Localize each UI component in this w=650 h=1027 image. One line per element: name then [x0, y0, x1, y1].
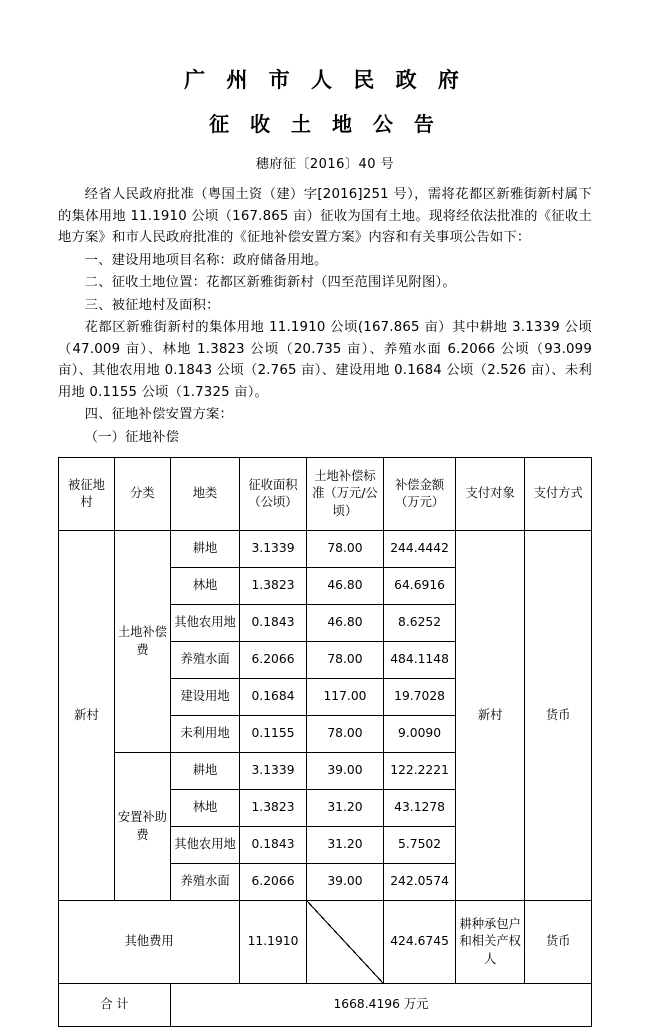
cell-area: 6.2066 — [240, 864, 307, 901]
cell-amount: 244.4442 — [384, 531, 456, 568]
cell-landtype: 耕地 — [170, 753, 239, 790]
paragraph-subitem-1: （一）征地补偿 — [84, 429, 180, 445]
cell-area: 0.1843 — [240, 605, 307, 642]
cell-total-value: 1668.4196 万元 — [170, 984, 591, 1027]
cell-pay-method: 货币 — [525, 531, 592, 901]
cell-standard: 46.80 — [306, 568, 383, 605]
cell-area: 3.1339 — [240, 531, 307, 568]
cell-landtype: 林地 — [170, 790, 239, 827]
paragraph-item-2: 二、征收土地位置：花都区新雅街新村（四至范围详见附图）。 — [84, 275, 456, 291]
cell-amount: 8.6252 — [384, 605, 456, 642]
cell-other-fee-pay-target: 耕种承包户和相关产权人 — [456, 901, 525, 984]
col-header-amount: 补偿金额（万元） — [384, 458, 456, 531]
cell-total-label: 合 计 — [59, 984, 171, 1027]
cell-other-fee-standard-empty — [306, 901, 383, 984]
table-row-other-fee — [59, 901, 592, 984]
col-header-pay-target: 支付对象 — [456, 458, 525, 531]
cell-other-fee-pay-method: 货币 — [525, 901, 592, 984]
cell-standard: 117.00 — [306, 679, 383, 716]
paragraph-item-1: 一、建设用地项目名称：政府储备用地。 — [84, 252, 328, 268]
cell-amount: 484.1148 — [384, 642, 456, 679]
cell-area: 0.1684 — [240, 679, 307, 716]
cell-pay-target: 新村 — [456, 531, 525, 901]
cell-area: 0.1155 — [240, 716, 307, 753]
cell-amount: 122.2221 — [384, 753, 456, 790]
table-row-total — [59, 984, 592, 1027]
cell-area: 1.3823 — [240, 568, 307, 605]
cell-village: 新村 — [59, 531, 115, 901]
page-subtitle: 征 收 土 地 公 告 — [209, 112, 441, 136]
cell-standard: 31.20 — [306, 827, 383, 864]
cell-group-resettlement: 安置补助费 — [114, 753, 170, 901]
cell-area: 3.1339 — [240, 753, 307, 790]
paragraph-area-detail: 花都区新雅街新村的集体用地 11.1910 公顷(167.865 亩）其中耕地 3.1339 公顷（47.009 亩）、林地 1.3823 公顷（20.735 亩）、养殖水面 6.2066 公顷（93.099 亩）、其他农用地 0.1843 公顷（2.765 亩）、建设用地 0.1684 公顷（2.526 亩）、未利用地 0.1155 公顷（1.7325 亩）。 — [58, 320, 592, 400]
cell-standard: 39.00 — [306, 864, 383, 901]
col-header-pay-method: 支付方式 — [525, 458, 592, 531]
col-header-area: 征收面积（公顷） — [240, 458, 307, 531]
cell-amount: 43.1278 — [384, 790, 456, 827]
table-header-row — [59, 458, 592, 531]
cell-area: 1.3823 — [240, 790, 307, 827]
cell-group-land-compensation: 土地补偿费 — [114, 531, 170, 753]
cell-area: 6.2066 — [240, 642, 307, 679]
cell-landtype: 建设用地 — [170, 679, 239, 716]
cell-landtype: 其他农用地 — [170, 605, 239, 642]
page-title: 广 州 市 人 民 政 府 — [184, 67, 466, 92]
col-header-village: 被征地村 — [59, 458, 115, 531]
document-number: 穗府征〔2016〕40 号 — [255, 157, 395, 172]
cell-standard: 31.20 — [306, 790, 383, 827]
cell-standard: 78.00 — [306, 531, 383, 568]
cell-other-fee-area: 11.1910 — [240, 901, 307, 984]
cell-amount: 9.0090 — [384, 716, 456, 753]
cell-standard: 39.00 — [306, 753, 383, 790]
cell-amount: 5.7502 — [384, 827, 456, 864]
cell-landtype: 养殖水面 — [170, 864, 239, 901]
compensation-table — [58, 457, 592, 1027]
col-header-standard: 土地补偿标准（万元/公顷） — [306, 458, 383, 531]
cell-standard: 78.00 — [306, 642, 383, 679]
cell-amount: 19.7028 — [384, 679, 456, 716]
cell-landtype: 林地 — [170, 568, 239, 605]
col-header-landtype: 地类 — [170, 458, 239, 531]
cell-landtype: 其他农用地 — [170, 827, 239, 864]
table-row — [59, 531, 592, 568]
paragraph-intro: 经省人民政府批准（粤国土资（建）字[2016]251 号），需将花都区新雅街新村属下的集体用地 11.1910 公顷（167.865 亩）征收为国有土地。现将经依法批准的《征收土地方案》和市人民政府批准的《征地补偿安置方案》内容和有关事项公告如下： — [58, 187, 592, 246]
paragraph-item-3: 三、被征地村及面积： — [84, 297, 220, 313]
paragraph-item-4: 四、征地补偿安置方案： — [84, 407, 234, 423]
cell-amount: 242.0574 — [384, 864, 456, 901]
cell-other-fee-label: 其他费用 — [59, 901, 240, 984]
cell-landtype: 养殖水面 — [170, 642, 239, 679]
cell-amount: 64.6916 — [384, 568, 456, 605]
col-header-category: 分类 — [114, 458, 170, 531]
cell-other-fee-amount: 424.6745 — [384, 901, 456, 984]
cell-landtype: 耕地 — [170, 531, 239, 568]
cell-area: 0.1843 — [240, 827, 307, 864]
cell-landtype: 未利用地 — [170, 716, 239, 753]
cell-standard: 78.00 — [306, 716, 383, 753]
cell-standard: 46.80 — [306, 605, 383, 642]
